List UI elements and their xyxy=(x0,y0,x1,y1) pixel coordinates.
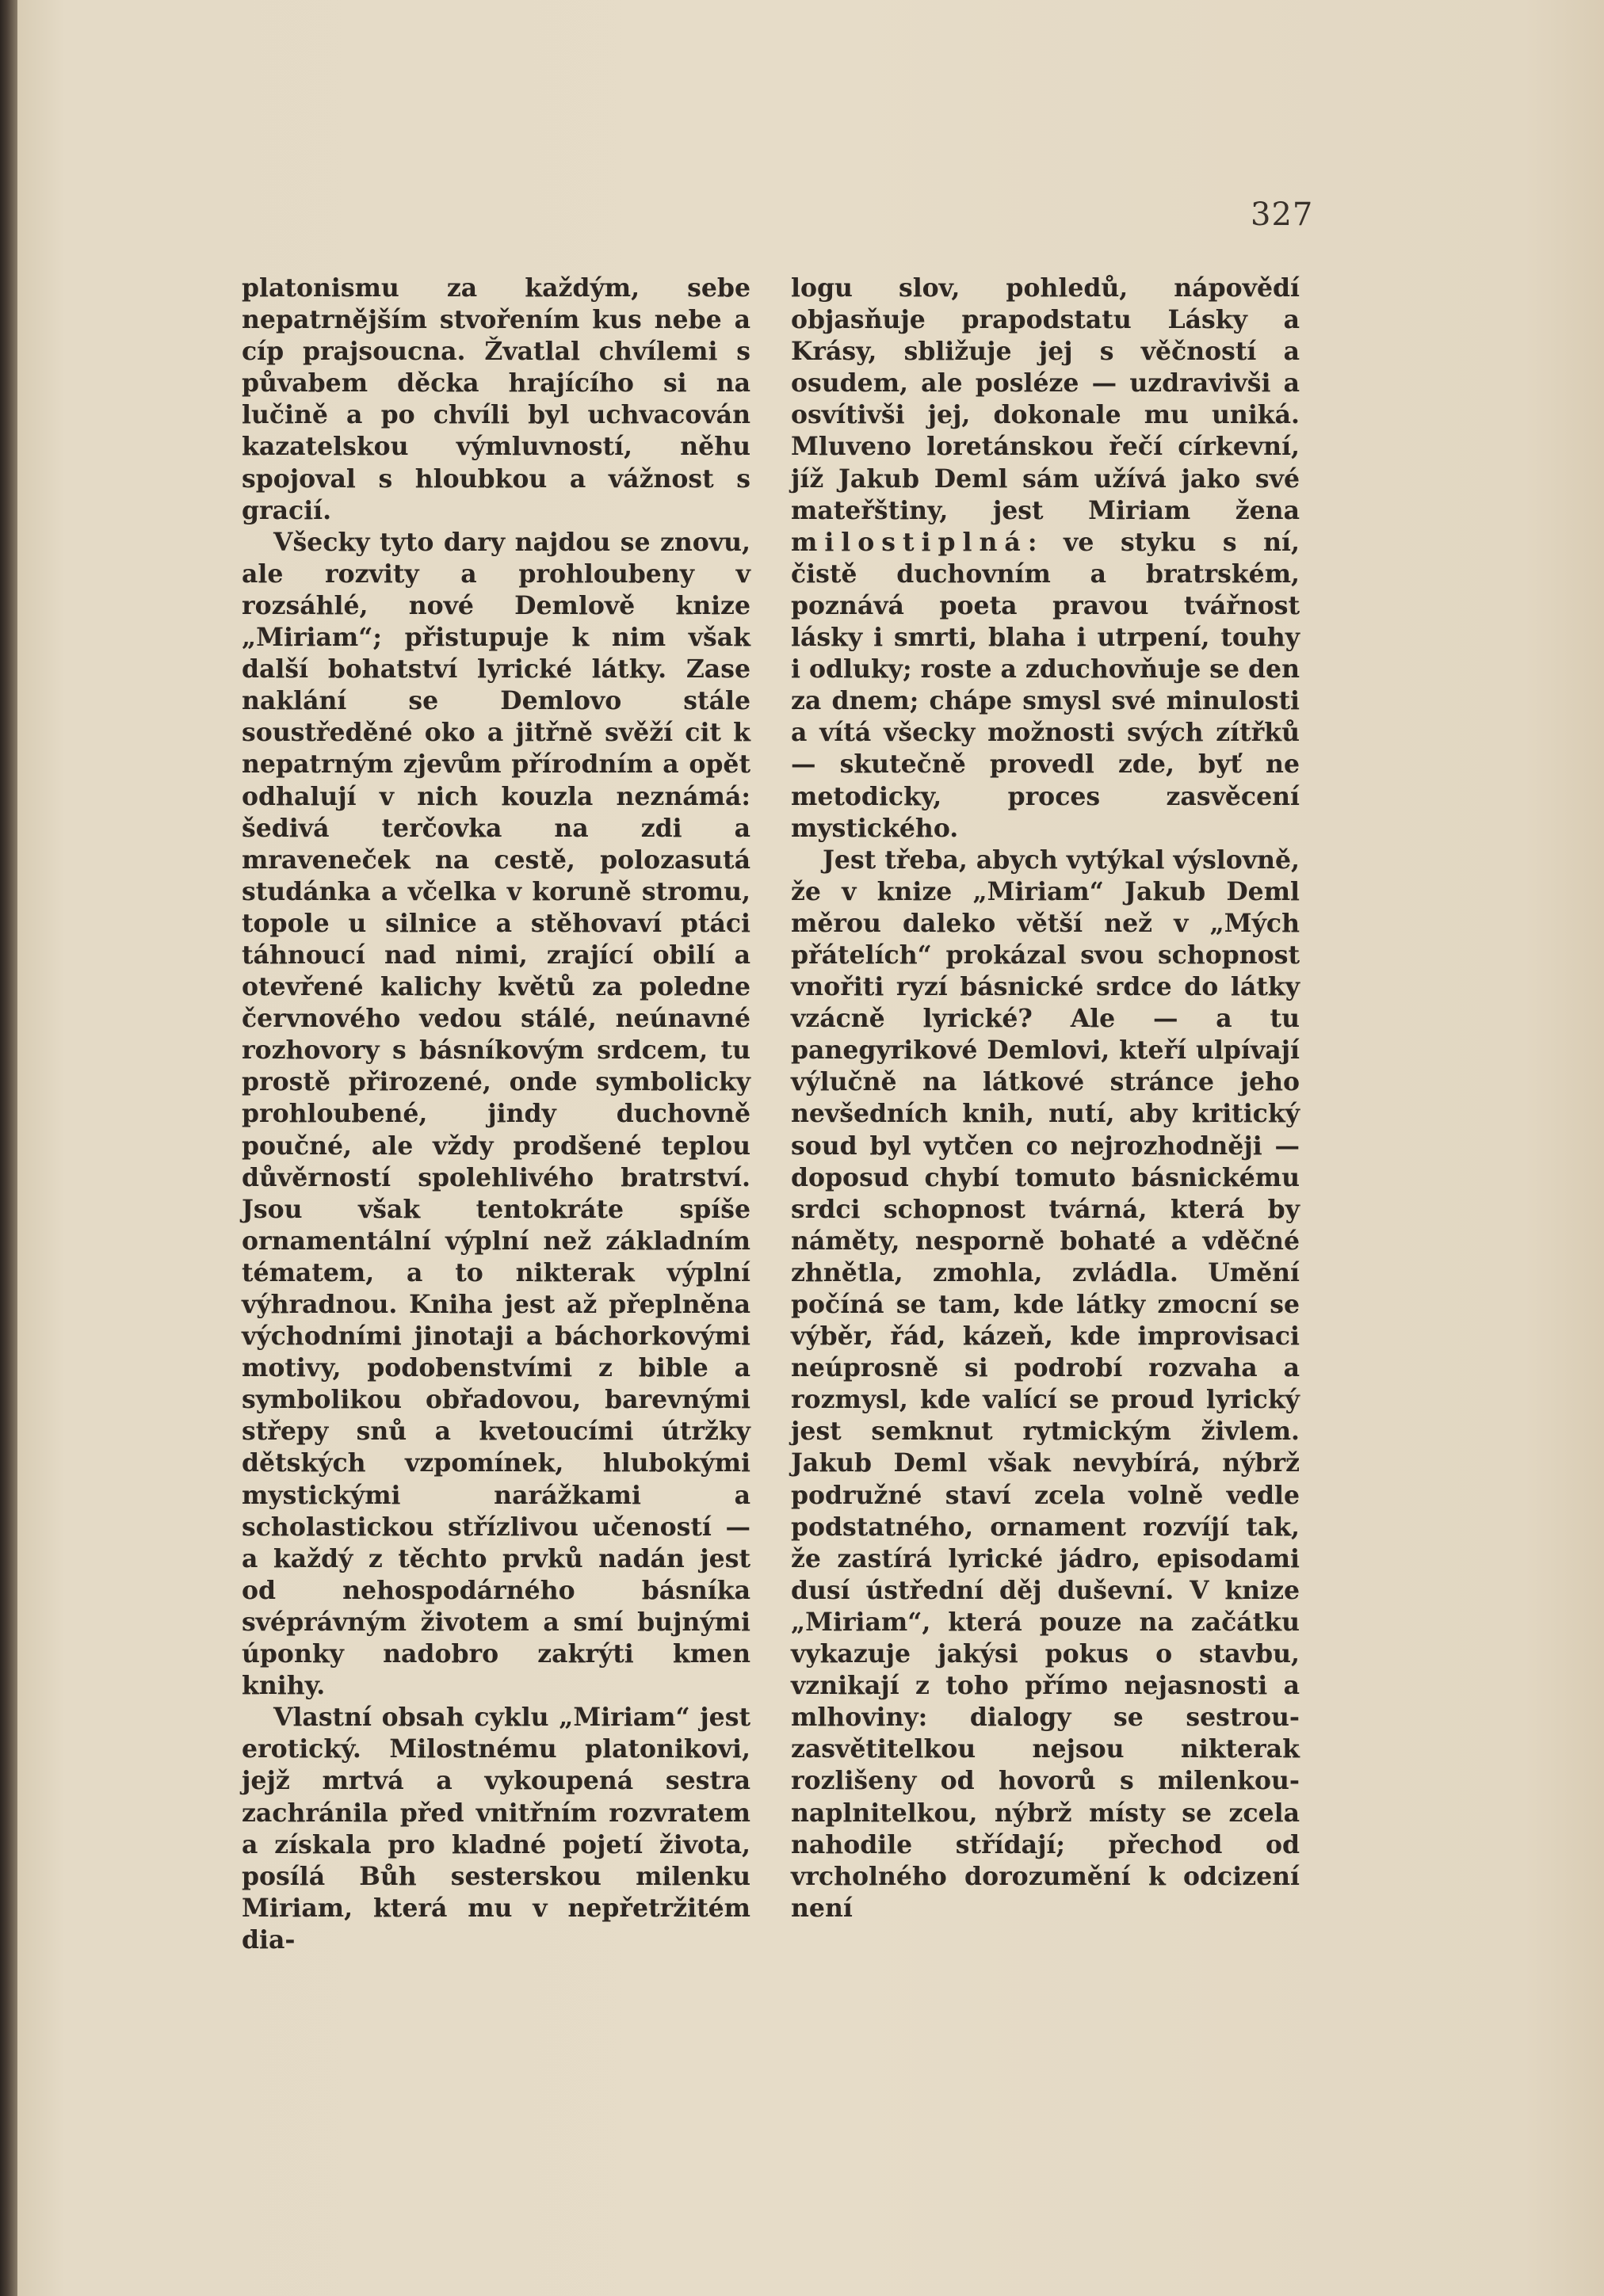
page-number: 327 xyxy=(1251,196,1314,233)
right-paragraph-1 xyxy=(791,273,1300,845)
spaced-emphasis-word: milostiplná xyxy=(791,527,1028,557)
left-paragraph-3: Vlastní obsah cyklu „Miriam“ jest erotický. Milostnému platonikovi, jejž mrtvá a vykoupená sestra zachránila před vnitřním rozvratem a získala pro kladné pojetí života, posílá Bůh sesterskou milenku Miriam, která mu v nepřetržitém dia- xyxy=(242,1703,750,1955)
right-text-column xyxy=(791,273,1300,1924)
right-paragraph-1-start: logu slov, pohledů, nápovědí objasňuje prapodstatu Lásky a Krásy, sbližuje jej s věčností a osudem, ale posléze — uzdravivši a osvítivši jej, dokonale mu uniká. Mluveno loretánskou řečí církevní, jíž Jakub Deml sám užívá jako své mateřštiny, jest Miriam žena xyxy=(791,273,1300,525)
right-paragraph-1-end: : ve styku s ní, čistě duchovním a bratrském, poznává poeta pravou tvářnost lásky i smrti, blaha i utrpení, touhy i odluky; roste a zduchovňuje se den za dnem; chápe smysl své minulosti a vítá všecky možnosti svých zítřků — skutečně provedl zde, byť ne metodicky, proces zasvěcení mystického. xyxy=(791,527,1300,843)
right-paragraph-2: Jest třeba, abych vytýkal výslovně, že v knize „Miriam“ Jakub Deml měrou daleko větší než v „Mých přátelích“ prokázal svou schopnost vnořiti ryzí básnické srdce do látky vzácně lyrické? Ale — a tu panegyrikové Demlovi, kteří ulpívají výlučně na látkové stránce jeho nevšedních knih, nutí, aby kritický soud byl vytčen co nejrozhodněji — doposud chybí tomuto básnickému srdci schopnost tvárná, která by náměty, nesporně bohaté a vděčné zhnětla, zmohla, zvládla. Umění počíná se tam, kde látky zmocní se výběr, řád, kázeň, kde improvisaci neúprosně si podrobí rozvaha a rozmysl, kde valící se proud lyrický jest semknut rytmickým živlem. Jakub Deml však nevybírá, nýbrž podružné staví zcela volně vedle podstatného, ornament rozvíjí tak, že zastírá lyrické jádro, episodami dusí ústřední děj duševní. V knize „Miriam“, která pouze na začátku vykazuje jakýsi pokus o stavbu, vznikají z toho přímo nejasnosti a mlhoviny: dialogy se sestrou-zasvětitelkou nejsou nikterak rozlišeny od hovorů s milenkou-naplnitelkou, nýbrž místy se zcela nahodile střídají; přechod od vrcholného dorozumění k odcizení není xyxy=(791,845,1300,1923)
left-text-column xyxy=(242,273,750,1956)
left-paragraph-1: platonismu za každým, sebe nepatrnějším stvořením kus nebe a cíp prajsoucna. Žvatlal chvílemi s půvabem děcka hrajícího si na lučině a po chvíli byl uchvacován kazatelskou výmluvností, něhu spojoval s hloubkou a vážnost s gracií. xyxy=(242,273,750,525)
left-paragraph-2: Všecky tyto dary najdou se znovu, ale rozvity a prohloubeny v rozsáhlé, nové Demlově knize „Miriam“; přistupuje k nim však další bohatství lyrické látky. Zase naklání se Demlovo stále soustředěné oko a jitřně svěží cit k nepatrným zjevům přírodním a opět odhalují v nich kouzla neznámá: šedivá terčovka na zdi a mraveneček na cestě, polozasutá studánka a včelka v koruně stromu, topole u silnice a stěhovaví ptáci táhnoucí nad nimi, zrající obilí a otevřené kalichy květů za poledne červnového vedou stálé, neúnavné rozhovory s básníkovým srdcem, tu prostě přirozené, onde symbolicky prohloubené, jindy duchovně poučné, ale vždy prodšené teplou důvěrností spolehlivého bratrství. Jsou však tentokráte spíše ornamentální výplní než základním tématem, a to nikterak výplní výhradnou. Kniha jest až přeplněna východními jinotaji a báchorkovými motivy, podobenstvími z bible a symbolikou obřadovou, barevnými střepy snů a kvetoucími útržky dětských vzpomínek, hlubokými mystickými narážkami a scholastickou střízlivou učeností — a každý z těchto prvků nadán jest od nehospodárného básníka svéprávným životem a smí bujnými úponky nadobro zakrýti kmen knihy. xyxy=(242,527,750,1701)
book-binding-edge xyxy=(0,0,17,2296)
